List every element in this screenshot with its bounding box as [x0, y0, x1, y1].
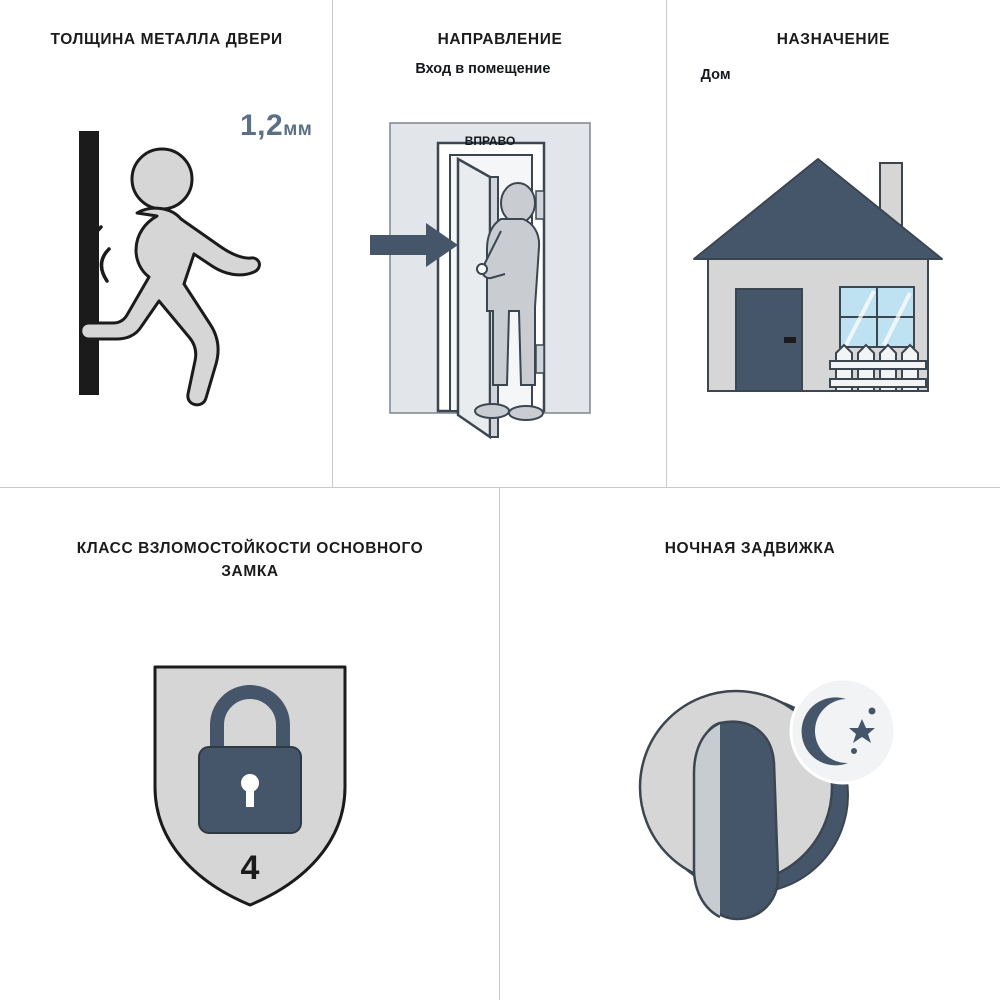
shield-padlock-icon — [135, 647, 365, 927]
door-direction-label: ВПРАВО — [464, 134, 516, 149]
panel-title: НАЗНАЧЕНИЕ — [776, 31, 890, 48]
purpose-sub-label: Дом — [700, 67, 731, 84]
person-knocking-door-icon — [17, 109, 317, 429]
bottom-row — [0, 487, 1000, 1000]
door-opening-right-icon — [370, 115, 630, 445]
panel-title: ТОЛЩИНА МЕТАЛЛА ДВЕРИ — [50, 31, 283, 48]
thickness-value: 1,2мм — [240, 109, 313, 143]
panel-direction — [333, 0, 666, 487]
top-row — [0, 0, 1000, 487]
panel-artwork — [500, 560, 1000, 1000]
night-latch-knob-icon — [600, 627, 900, 927]
lock-class-value: 4 — [240, 848, 260, 887]
direction-sub-label: Вход в помещение — [415, 61, 551, 78]
panel-title: НАПРАВЛЕНИЕ — [437, 31, 563, 48]
panel-metal-thickness — [0, 0, 333, 487]
panel-artwork — [333, 51, 666, 487]
panel-purpose — [667, 0, 1000, 487]
panel-artwork — [667, 51, 1000, 487]
panel-title: НОЧНАЯ ЗАДВИЖКА — [664, 540, 836, 557]
panel-artwork — [0, 584, 500, 1000]
house-icon — [688, 141, 978, 421]
moon-stars-icon — [791, 679, 895, 783]
panel-night-latch — [500, 487, 1000, 1000]
panel-artwork — [0, 51, 333, 487]
panel-title: КЛАСС ВЗЛОМОСТОЙКОСТИ ОСНОВНОГО ЗАМКА — [76, 540, 424, 581]
panel-lock-class — [0, 487, 500, 1000]
